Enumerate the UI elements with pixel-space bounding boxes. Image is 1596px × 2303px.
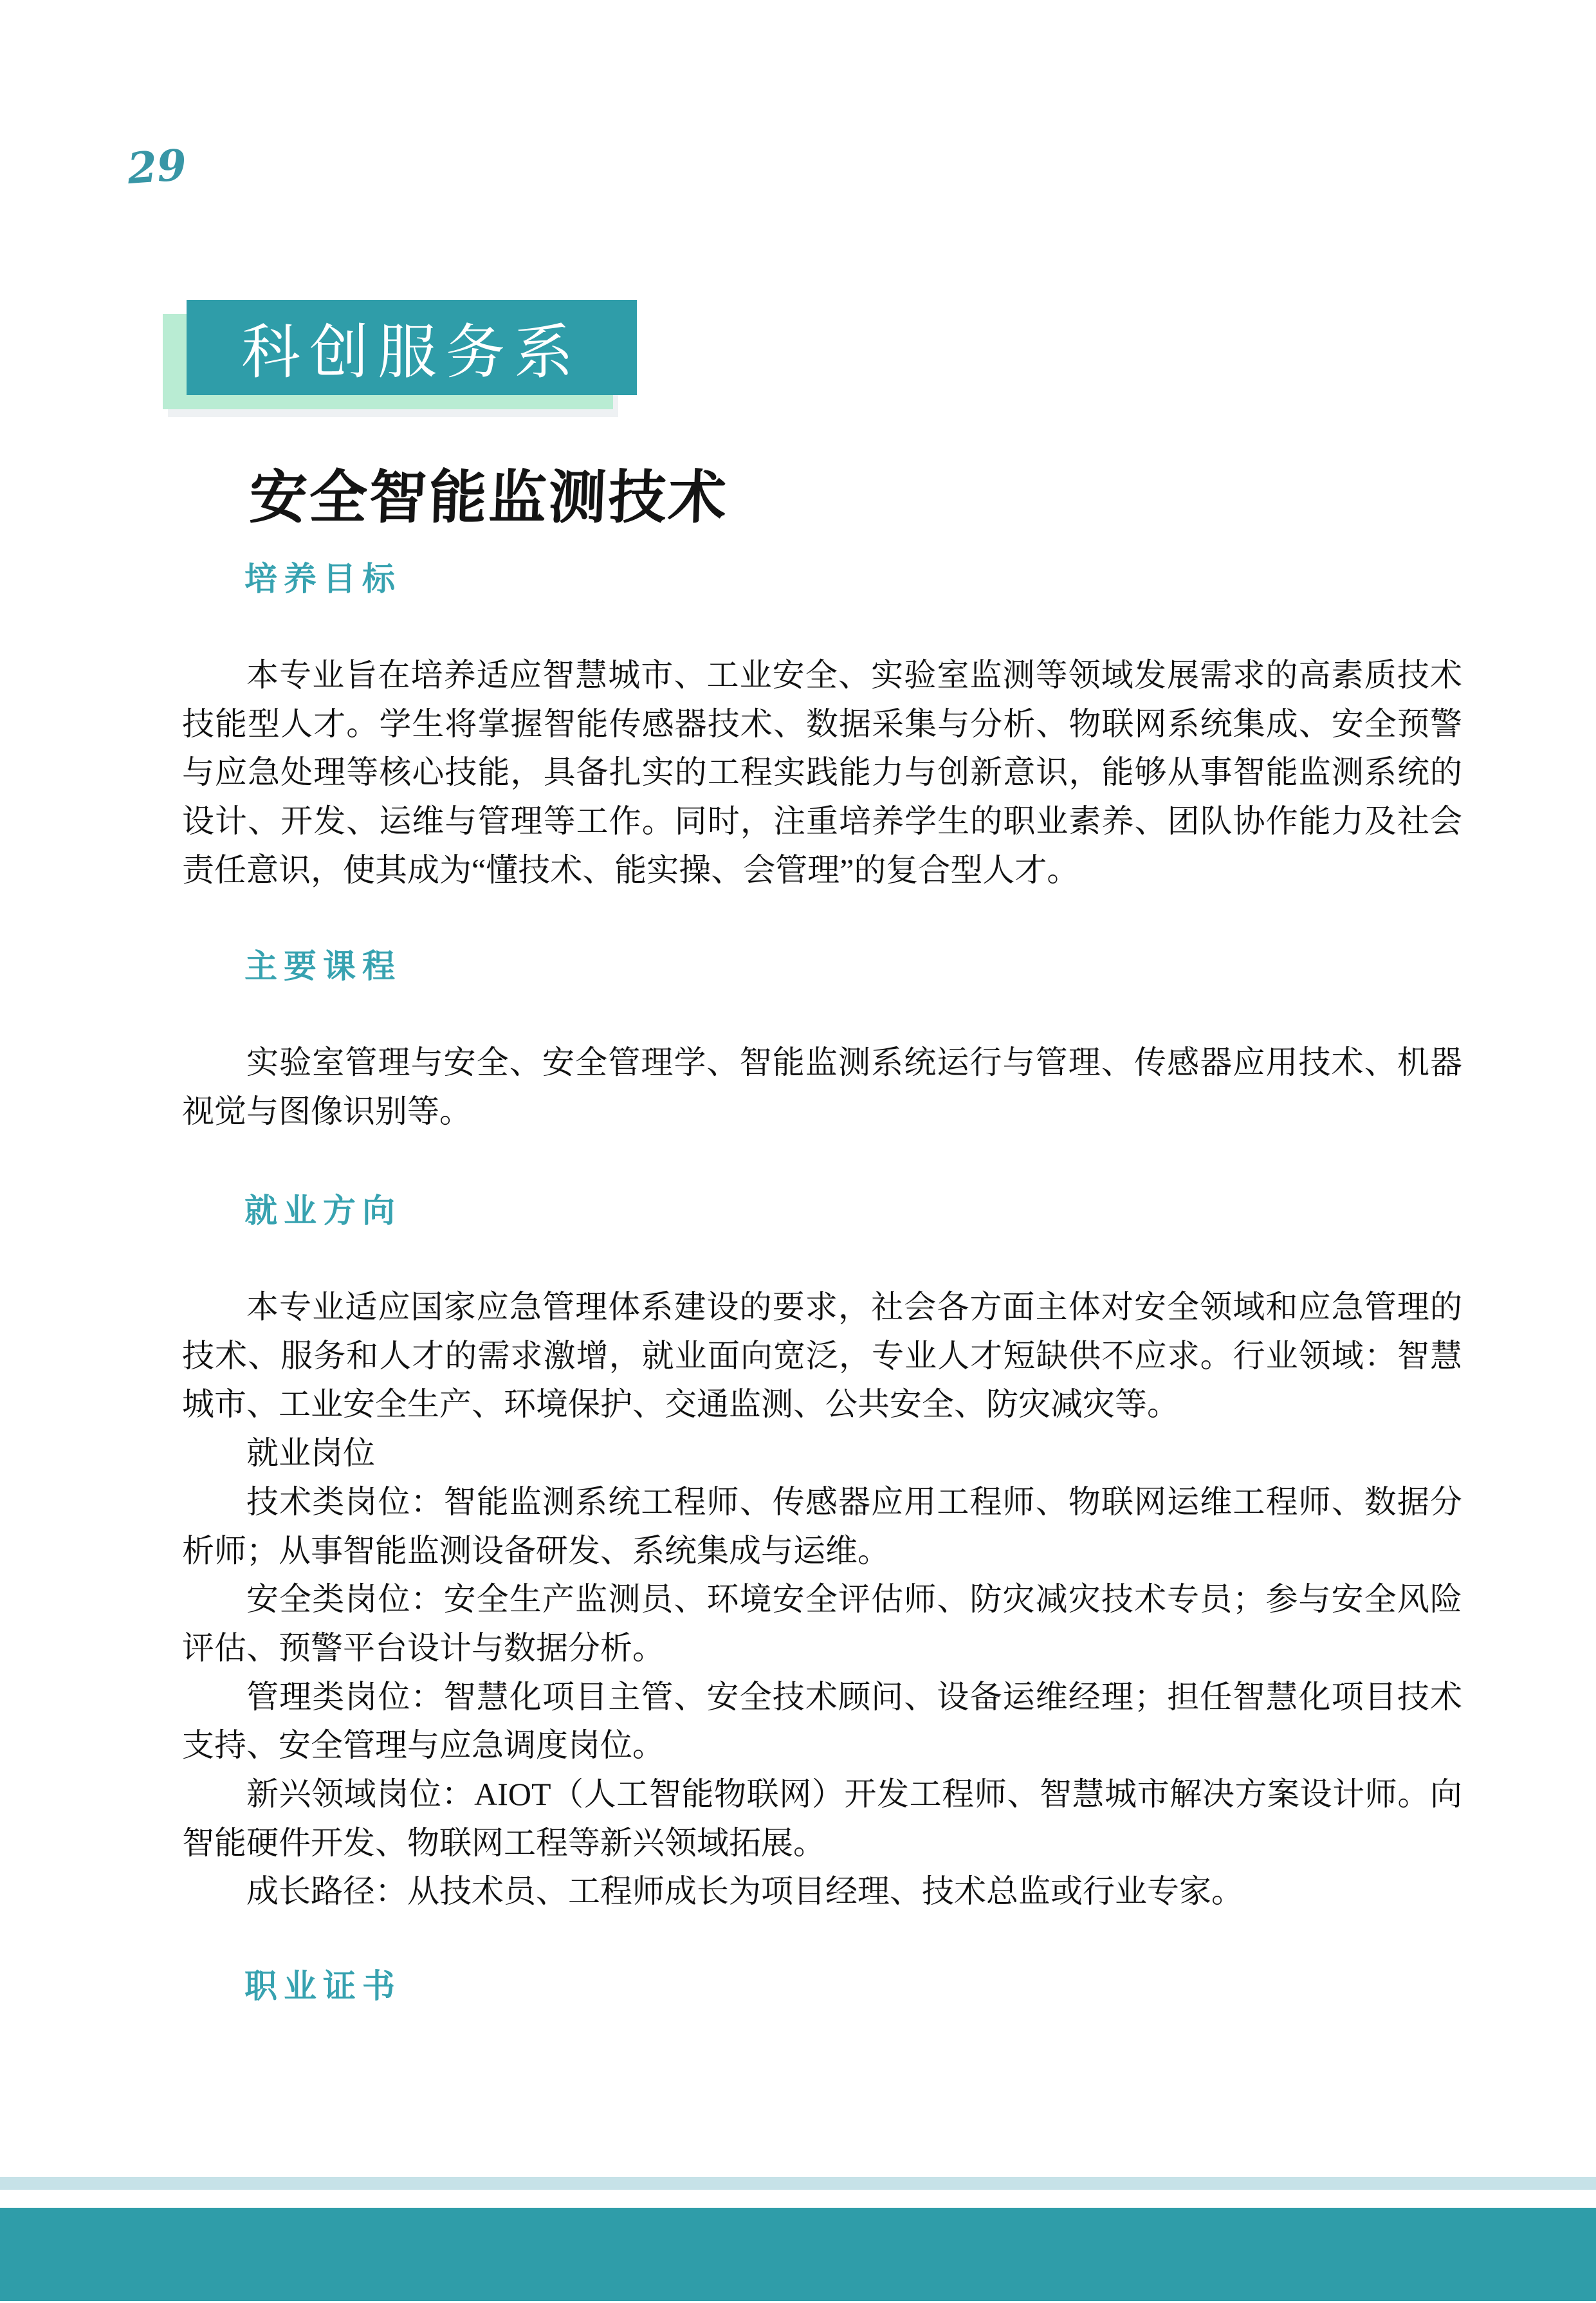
paragraph: 本专业旨在培养适应智慧城市、工业安全、实验室监测等领域发展需求的高素质技术技能型人才。学生将掌握智能传感器技术、数据采集与分析、物联网系统集成、安全预警与应急处理等核心技能，具备扎实的工程实践能力与创新意识，能够从事智能监测系统的设计、开发、运维与管理等工作。同时，注重培养学生的职业素养、团队协作能力及社会责任意识，使其成为“懂技术、能实操、会管理”的复合型人才。	[182, 657, 1462, 888]
bottom-teal-stripe	[0, 2208, 1596, 2301]
page-number: 29	[125, 139, 188, 194]
paragraph-safety-positions: 安全类岗位：安全生产监测员、环境安全评估师、防灾减灾技术专员；参与安全风险评估、预警平台设计与数据分析。	[182, 1581, 1462, 1666]
section-body-main-courses	[182, 1039, 1462, 1136]
paragraph-job-positions-label: 就业岗位	[246, 1435, 375, 1472]
program-title: 安全智能监测技术	[248, 467, 729, 530]
bottom-pale-stripe	[0, 2177, 1596, 2190]
paragraph-emerging-positions: 新兴领域岗位：AIOT（人工智能物联网）开发工程师、智慧城市解决方案设计师。向智能硬件开发、物联网工程等新兴领域拓展。	[182, 1776, 1462, 1861]
section-heading-main-courses: 主要课程	[244, 949, 402, 985]
paragraph-growth-path: 成长路径：从技术员、工程师成长为项目经理、技术总监或行业专家。	[246, 1873, 1243, 1910]
paragraph: 实验室管理与安全、安全管理学、智能监测系统运行与管理、传感器应用技术、机器视觉与图像识别等。	[182, 1044, 1462, 1129]
department-banner-label: 科创服务系	[241, 320, 582, 385]
section-heading-employment-direction: 就业方向	[244, 1194, 402, 1230]
paragraph-management-positions: 管理类岗位：智慧化项目主管、安全技术顾问、设备运维经理；担任智慧化项目技术支持、安全管理与应急调度岗位。	[182, 1678, 1462, 1764]
section-body-training-goal	[182, 651, 1462, 895]
section-body-employment-direction	[182, 1283, 1462, 1916]
paragraph: 本专业适应国家应急管理体系建设的要求，社会各方面主体对安全领域和应急管理的技术、服务和人才的需求激增，就业面向宽泛，专业人才短缺供不应求。行业领域：智慧城市、工业安全生产、环境保护、交通监测、公共安全、防灾减灾等。	[182, 1289, 1462, 1423]
department-banner	[187, 300, 637, 395]
section-heading-training-goal: 培养目标	[244, 562, 402, 598]
section-heading-professional-certificates: 职业证书	[244, 1969, 402, 2005]
paragraph-technical-positions: 技术类岗位：智能监测系统工程师、传感器应用工程师、物联网运维工程师、数据分析师；从事智能监测设备研发、系统集成与运维。	[182, 1483, 1462, 1569]
